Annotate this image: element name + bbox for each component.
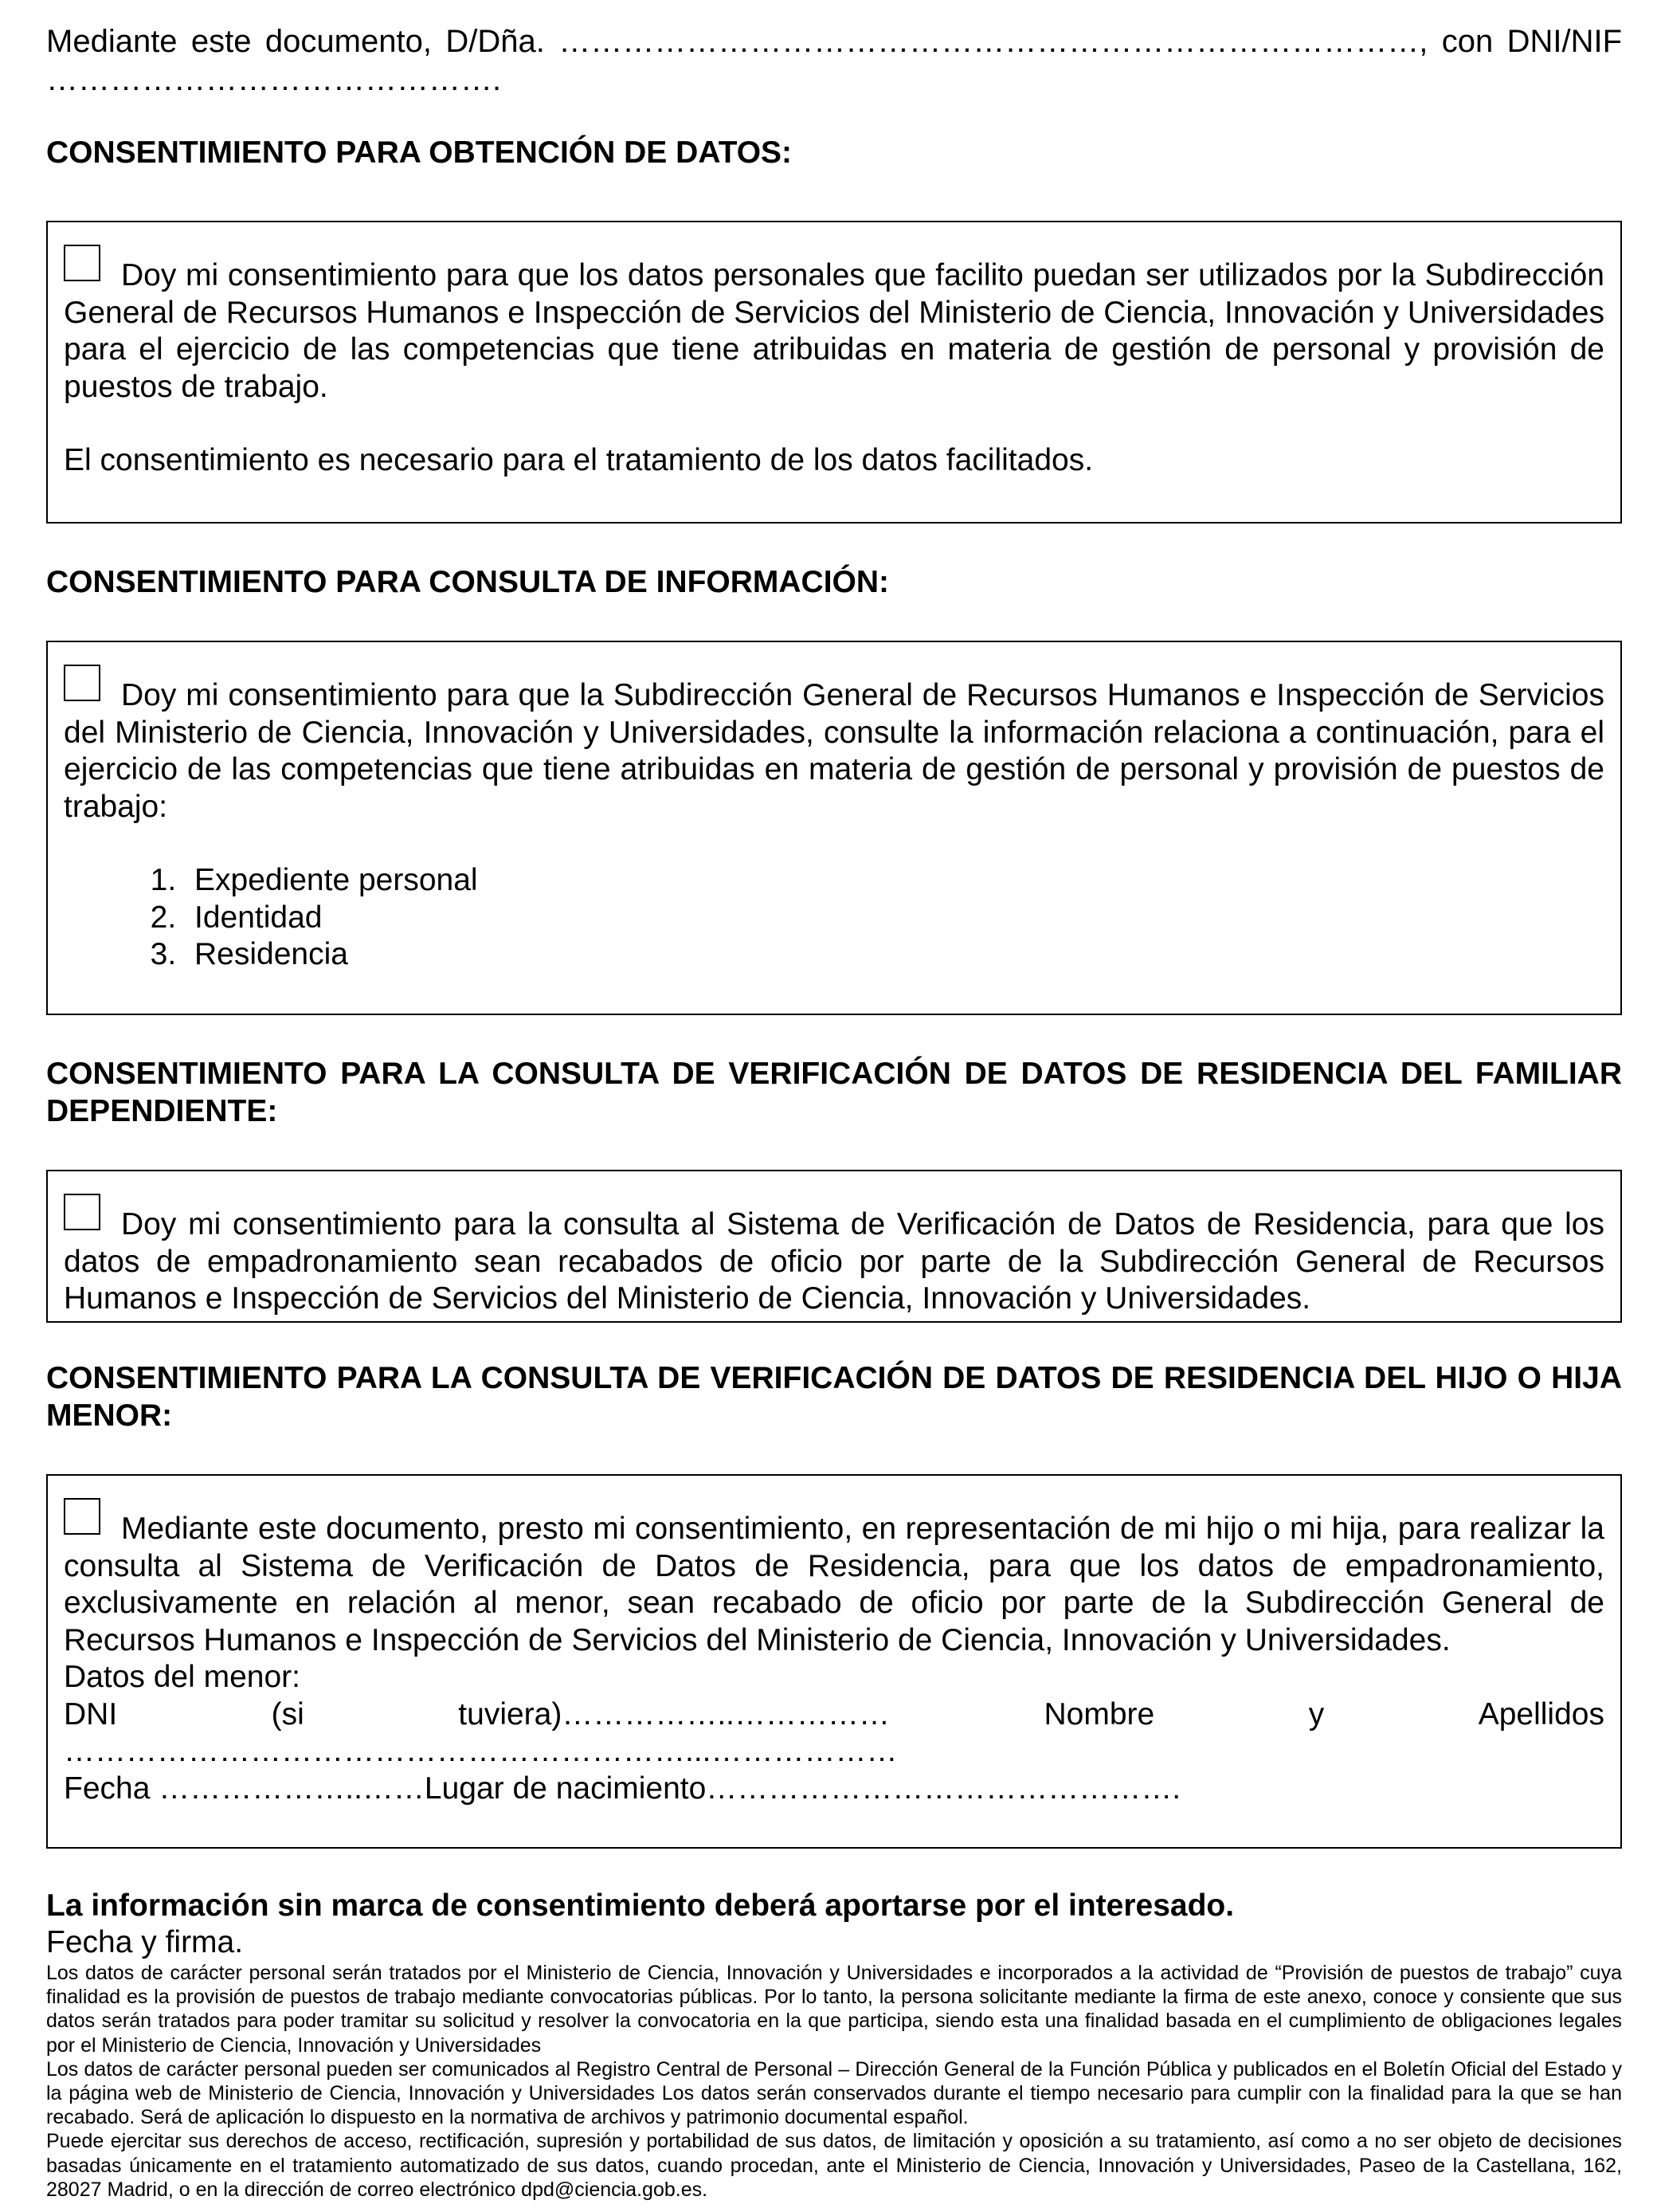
consent-box-familiar [46, 1170, 1622, 1323]
consent-checkbox-consulta[interactable] [64, 665, 100, 701]
consent-checkbox-menor[interactable] [64, 1498, 100, 1535]
consent-box-obtencion [46, 221, 1622, 524]
date-signature-label: Fecha y firma. [46, 1925, 244, 1959]
dni-label: DNI [64, 1696, 118, 1732]
list-item: 3. Residencia [185, 936, 1604, 974]
consent-paragraph: Doy mi consentimiento para la consulta al Sistema de Verificación de Datos de Residencia, para que los datos de empadronamiento sean recabados de oficio por parte de la Subdirección General de Recursos Humanos e Inspección de Servicios del Ministerio de Ciencia, Innovación y Universidades. [64, 1207, 1604, 1316]
consent-note: El consentimiento es necesario para el tratamiento de los datos facilitados. [64, 443, 1094, 477]
intro-line: Mediante este documento, D/Dña. ………………………………………………………………………, con DNI/NIF [46, 24, 1622, 59]
consent-box-consulta [46, 641, 1622, 1015]
consent-paragraph: Doy mi consentimiento para que la Subdirección General de Recursos Humanos e Inspección de Servicios del Ministerio de Ciencia, Innovación y Universidades, consulte la información relaciona a continuación, para el ejercicio de las competencias que tiene atribuidas en materia de gestión de personal y provisión de puestos de trabajo: [64, 678, 1604, 824]
footer-notice: La información sin marca de consentimiento deberá aportarse por el interesado. [46, 1888, 1235, 1923]
minor-data-label: Datos del menor: [64, 1660, 300, 1694]
consent-text-familiar [64, 1206, 1604, 1318]
minor-dni-name-line[interactable] [64, 1696, 1604, 1734]
consent-form [46, 22, 1622, 2202]
list-item: 2. Identidad [185, 900, 1604, 937]
consent-text-consulta [64, 677, 1604, 826]
name-label: Nombre [1044, 1696, 1155, 1732]
legal-paragraph: Puede ejercitar sus derechos de acceso, rectificación, supresión y portabilidad de sus datos, de limitación y oposición a su tratamiento, así como a no ser objeto de decisiones basadas únicamente en el tratamiento automatizado de sus datos, cuando procedan, ante el Ministerio de Ciencia, Innovación y Universidades, Paseo de la Castellana, 162, 28027 Madrid, o en la dirección de correo electrónico dpd@ciencia.gob.es. [46, 2130, 1622, 2201]
info-list [64, 862, 1604, 974]
consent-paragraph: Doy mi consentimiento para que los datos personales que facilito puedan ser utilizados por la Subdirección General de Recursos Humanos e Inspección de Servicios del Ministerio de Ciencia, Innovación y Universidades para el ejercicio de las competencias que tiene atribuidas en materia de gestión de personal y provisión de puestos de trabajo. [64, 258, 1604, 404]
consent-box-menor [46, 1474, 1622, 1849]
section-title-obtencion: CONSENTIMIENTO PARA OBTENCIÓN DE DATOS: [46, 135, 793, 170]
legal-paragraph: Los datos de carácter personal pueden ser comunicados al Registro Central de Personal – Dirección General de la Función Pública y publicados en el Boletín Oficial del Estado y la página web de Ministerio de Ciencia, Innovación y Universidades Los datos serán conservados durante el tiempo necesario para cumplir con la finalidad para la que se han recabado. Será de aplicación lo dispuesto en la normativa de archivos y patrimonio documental español. [46, 2057, 1622, 2129]
consent-checkbox-familiar[interactable] [64, 1194, 100, 1230]
minor-date-place-line[interactable]: Fecha ………………..……Lugar de nacimiento………………………………………. [64, 1771, 1181, 1806]
consent-text-menor [64, 1511, 1604, 1659]
section-title-menor: CONSENTIMIENTO PARA LA CONSULTA DE VERIFICACIÓN DE DATOS DE RESIDENCIA DEL HIJO O HIJA MENOR: [46, 1361, 1622, 1433]
section-title-consulta: CONSENTIMIENTO PARA CONSULTA DE INFORMACIÓN: [46, 565, 890, 599]
name-conjunction: y [1308, 1696, 1325, 1732]
consent-paragraph: Mediante este documento, presto mi consentimiento, en representación de mi hijo o mi hija, para realizar la consulta al Sistema de Verificación de Datos de Residencia, para que los datos de empadronamiento, exclusivamente en relación al menor, sean recabado de oficio por parte de la Subdirección General de Recursos Humanos e Inspección de Servicios del Ministerio de Ciencia, Innovación y Universidades. [64, 1512, 1604, 1657]
minor-name-field[interactable]: ……………………………………………………...……………… [64, 1734, 898, 1768]
dni-qualifier: (si [271, 1696, 304, 1732]
section-title-familiar: CONSENTIMIENTO PARA LA CONSULTA DE VERIFICACIÓN DE DATOS DE RESIDENCIA DEL FAMILIAR DEPENDIENTE: [46, 1057, 1622, 1128]
surname-label: Apellidos [1478, 1696, 1604, 1732]
legal-paragraph: Los datos de carácter personal serán tratados por el Ministerio de Ciencia, Innovación y Universidades e incorporados a la actividad de “Provisión de puestos de trabajo” cuya finalidad es la provisión de puestos de trabajo mediante convocatorias públicas. Por lo tanto, la persona solicitante mediante la firma de este anexo, conoce y consiente que sus datos serán tratados para poder tramitar su solicitud y resolver la convocatoria en la que participa, siendo esta una finalidad basada en el cumplimiento de obligaciones legales por el Ministerio de Ciencia, Innovación y Universidades [46, 1962, 1622, 2057]
list-item: 1. Expediente personal [185, 862, 1604, 900]
dni-field-dots[interactable]: tuviera)……………..…………… [458, 1696, 891, 1732]
consent-checkbox-obtencion[interactable] [64, 245, 100, 281]
consent-text-obtencion [64, 257, 1604, 406]
dni-field-dots[interactable]: ……………………………………. [46, 62, 502, 97]
